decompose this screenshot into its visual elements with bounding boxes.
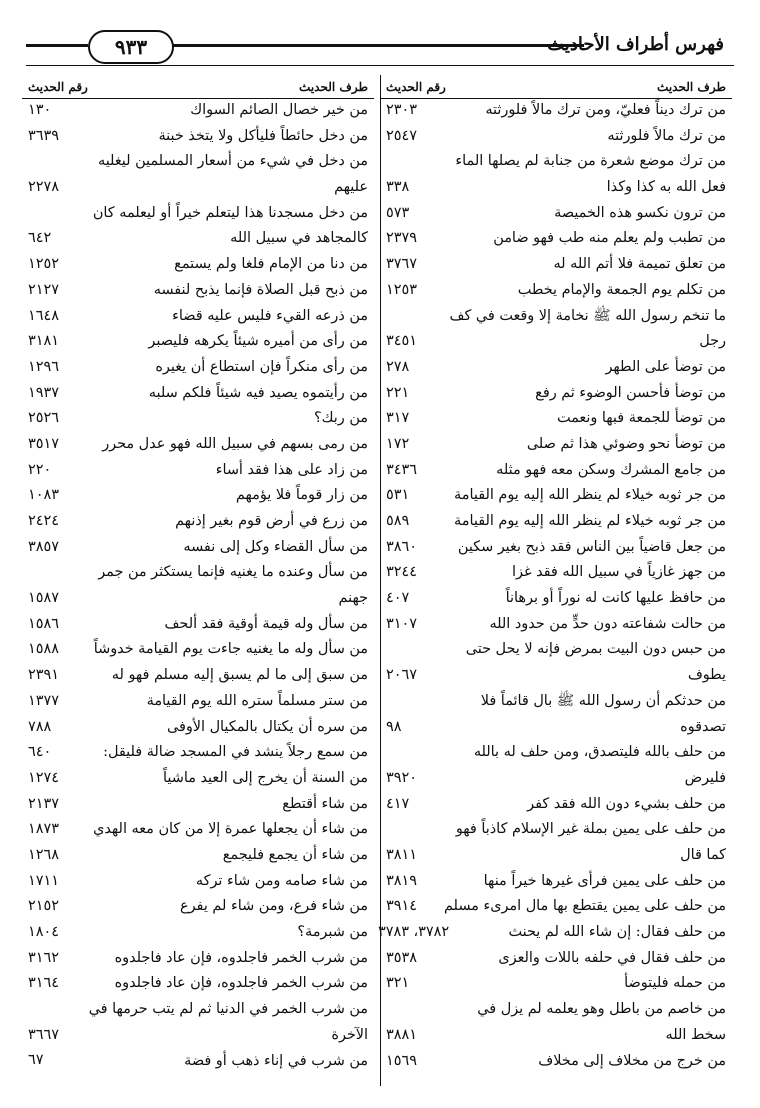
index-entry: [380, 124, 732, 150]
hadith-text: من ترك موضع شعرة من جنابة لم يصلها الماء فعل الله به كذا وكذا: [455, 153, 726, 196]
hadith-text: من ترك مالاً فلورثته: [607, 127, 726, 144]
hadith-number: ٢٥٢٦: [28, 410, 59, 427]
hadith-number: ١٥٨٨: [28, 641, 59, 658]
index-entry: [380, 689, 732, 740]
hadith-text: من شرب الخمر في الدنيا ثم لم يتب حرمها في الآخرة: [88, 1001, 368, 1043]
index-entry: [380, 278, 732, 304]
hadith-text: من تطبب ولم يعلم منه طب فهو ضامن: [493, 230, 726, 247]
index-entry: [380, 149, 732, 200]
hadith-text: من سمع رجلاً ينشد في المسجد ضالة فليقل:: [103, 744, 368, 761]
hadith-number: ٣٨١١: [386, 847, 417, 864]
hadith-number: ٣١٦٤: [28, 975, 59, 992]
index-entry: [380, 509, 732, 535]
hadith-text: من جامع المشرك وسكن معه فهو مثله: [496, 461, 726, 478]
hadith-text: من جر ثوبه خيلاء لم ينظر الله إليه يوم القيامة: [454, 513, 726, 530]
hadith-text: من حمله فليتوضأ: [624, 975, 726, 992]
index-entry: [380, 432, 732, 458]
index-entry: [380, 869, 732, 895]
hadith-text: من شاء صامه ومن شاء تركه: [195, 872, 368, 889]
hadith-text: من حلف فقال في حلفه باللات والعزى: [498, 949, 726, 966]
index-rows: [22, 98, 374, 1074]
index-entry: [380, 201, 732, 227]
hadith-text: من شاء أقتطع: [282, 795, 368, 812]
page-number: ٩٣٣: [88, 30, 174, 64]
hadith-number: ٣١٨١: [28, 333, 59, 350]
index-entry: [380, 920, 732, 946]
hadith-text: من توضأ على الطهر: [605, 358, 726, 375]
hadith-number: ١٢٧٤: [28, 769, 59, 786]
hadith-number: ١٧١١: [28, 872, 59, 889]
hadith-number: ٦٧: [28, 1052, 44, 1069]
hadith-number: ٣٨٦٠: [386, 538, 417, 555]
hadith-text: من شرب الخمر فاجلدوه، فإن عاد فاجلدوه: [114, 949, 368, 966]
index-entry: [22, 689, 374, 715]
index-entry: [22, 766, 374, 792]
hadith-text: ما تنخم رسول الله ﷺ نخامة إلا وقعت في كف رجل: [449, 307, 726, 350]
hadith-number: ٣٩١٤: [386, 898, 417, 915]
index-entry: [380, 98, 732, 124]
hadith-text: من سأل وله ما يغنيه جاءت يوم القيامة خدوشاً: [93, 641, 368, 658]
page-header: [26, 28, 734, 68]
hadith-number: ٢٠٦٧: [386, 667, 417, 684]
index-entry: [380, 612, 732, 638]
index-entry: [380, 971, 732, 997]
hadith-number: ٥٧٣: [386, 204, 410, 221]
hadith-number: ١٩٣٧: [28, 384, 59, 401]
index-entry: [22, 894, 374, 920]
hadith-number: ١٥٨٦: [28, 615, 59, 632]
index-entry: [380, 997, 732, 1048]
index-entry: [22, 98, 374, 124]
hadith-text: من شاء أن يجمع فليجمع: [222, 846, 368, 863]
hadith-text: من سبق إلى ما لم يسبق إليه مسلم فهو له: [111, 667, 368, 684]
hadith-number: ١٨٧٣: [28, 821, 59, 838]
hadith-number: ١٢٥٣: [386, 281, 417, 298]
hadith-text: من شرب الخمر فاجلدوه، فإن عاد فاجلدوه: [114, 975, 368, 992]
hadith-text: من رمى بسهم في سبيل الله فهو عدل محرر: [102, 435, 368, 452]
hadith-text: من حلف فقال: إن شاء الله لم يحنث: [508, 924, 726, 941]
hadith-text: من شاء فرع، ومن شاء لم يفرع: [180, 898, 368, 915]
hadith-text: من رأى منكراً فإن استطاع أن يغيره: [155, 358, 368, 375]
header-rule: [170, 44, 584, 47]
hadith-header: طرف الحديث: [299, 80, 368, 94]
header-underline: [26, 65, 734, 66]
hadith-text: من دخل مسجدنا هذا ليتعلم خيراً أو ليعلمه كان كالمجاهد في سبيل الله: [92, 204, 368, 247]
hadith-number: ٥٣١: [386, 487, 410, 504]
hadith-number: ٦٤٢: [28, 230, 52, 247]
index-entry: [22, 560, 374, 611]
index-entry: [22, 715, 374, 741]
index-entry: [380, 355, 732, 381]
hadith-text: من دخل حائطاً فليأكل ولا يتخذ خبنة: [158, 127, 368, 144]
index-entry: [380, 381, 732, 407]
hadith-number: ٩٨: [386, 718, 402, 735]
hadith-number: ٢٢٠: [28, 461, 52, 478]
index-entry: [22, 355, 374, 381]
hadith-text: من سأل وله قيمة أوقية فقد ألحف: [164, 615, 368, 632]
hadith-text: من حلف بالله فليتصدق، ومن حلف له بالله فليرض: [473, 744, 726, 786]
index-entry: [22, 997, 374, 1048]
hadith-number: ٢٢١: [386, 384, 410, 401]
index-entry: [380, 1049, 732, 1075]
hadith-number: ١٦٤٨: [28, 307, 59, 324]
hadith-text: من دخل في شيء من أسعار المسلمين ليغليه عليهم: [98, 153, 368, 196]
index-entry: [22, 535, 374, 561]
hadith-number: ٣٢٤٤: [386, 564, 417, 581]
index-entry: [22, 278, 374, 304]
index-entry: [22, 1049, 374, 1075]
index-entry: [22, 663, 374, 689]
index-entry: [380, 637, 732, 688]
hadith-number: ١٢٥٢: [28, 256, 59, 273]
index-entry: [22, 637, 374, 663]
hadith-number: ١٥٨٧: [28, 590, 59, 607]
hadith-text: من سأل القضاء وكل إلى نفسه: [183, 538, 368, 555]
index-entry: [22, 304, 374, 330]
hadith-number: ١٢٦٨: [28, 846, 59, 863]
hadith-text: من حدثكم أن رسول الله ﷺ بال قائماً فلا تصدقوه: [480, 692, 726, 735]
hadith-number: ٣٨٥٧: [28, 538, 59, 555]
hadith-number: ١٣٠: [28, 101, 52, 118]
hadith-number: ٣٨١٩: [386, 872, 417, 889]
index-entry: [22, 509, 374, 535]
hadith-text: من خرج من مخلاف إلى مخلاف: [538, 1052, 726, 1069]
index-entry: [22, 792, 374, 818]
hadith-number: ٥٨٩: [386, 513, 410, 530]
index-entry: [22, 946, 374, 972]
index-entry: [22, 149, 374, 200]
hadith-number: ٣٧٨٢، ٣٧٨٣: [378, 924, 450, 941]
hadith-number: ٢٤٢٤: [28, 513, 59, 530]
hadith-number: ٣١٦٢: [28, 949, 59, 966]
hadith-text: من شاء أن يجعلها عمرة إلا من كان معه الهدي: [93, 821, 368, 838]
hadith-number: ١٠٨٣: [28, 487, 59, 504]
index-entry: [380, 560, 732, 586]
hadith-number: ٤٠٧: [386, 590, 410, 607]
hadith-text: من حلف على يمين يقتطع بها مال امرىء مسلم: [443, 898, 726, 915]
hadith-number: ٣٧٦٧: [386, 256, 417, 273]
hadith-text: من ستر مسلماً ستره الله يوم القيامة: [146, 692, 368, 709]
hadith-text: من جر ثوبه خيلاء لم ينظر الله إليه يوم القيامة: [454, 487, 726, 504]
number-header: رقم الحديث: [28, 80, 88, 94]
hadith-text: من السنة أن يخرج إلى العيد ماشياً: [163, 769, 368, 786]
hadith-text: من حلف بشيء دون الله فقد كفر: [527, 795, 726, 812]
index-entry: [380, 946, 732, 972]
hadith-number: ٣٦٦٧: [28, 1026, 59, 1043]
index-entry: [380, 226, 732, 252]
hadith-text: من خير خصال الصائم السواك: [190, 102, 368, 118]
hadith-text: من تعلق تميمة فلا أتم الله له: [553, 256, 726, 273]
hadith-text: من حالت شفاعته دون حدٍّ من حدود الله: [489, 615, 726, 632]
hadith-number: ٢٣٠٣: [386, 101, 417, 118]
hadith-number: ١٥٦٩: [386, 1052, 417, 1069]
hadith-number: ٣٥١٧: [28, 435, 59, 452]
index-entry: [380, 304, 732, 355]
hadith-text: من زار قوماً فلا يؤمهم: [235, 487, 368, 504]
hadith-text: من رأيتموه يصيد فيه شيئاً فلكم سلبه: [148, 384, 368, 401]
hadith-number: ٢٢٧٨: [28, 179, 59, 196]
index-entry: [22, 432, 374, 458]
hadith-text: من حبس دون البيت بمرض فإنه لا يحل حتى يطوف: [465, 641, 726, 684]
hadith-number: ٢٣٩١: [28, 667, 59, 684]
hadith-number: ٣٣٨: [386, 179, 410, 196]
hadith-text: من خاصم من باطل وهو يعلمه لم يزل في سخط الله: [477, 1001, 726, 1043]
hadith-number: ٢٣٧٩: [386, 230, 417, 247]
index-entry: [380, 406, 732, 432]
hadith-text: من ذبح قبل الصلاة فإنما يذبح لنفسه: [153, 281, 368, 298]
index-entry: [22, 612, 374, 638]
index-entry: [380, 252, 732, 278]
hadith-number: ٢٧٨: [386, 358, 410, 375]
hadith-text: من جعل قاضياً بين الناس فقد ذبح بغير سكين: [457, 538, 726, 555]
index-entry: [380, 586, 732, 612]
index-entry: [380, 894, 732, 920]
index-entry: [380, 740, 732, 791]
hadith-number: ٣٦٣٩: [28, 127, 59, 144]
index-entry: [22, 201, 374, 252]
hadith-number: ٧٨٨: [28, 718, 52, 735]
hadith-text: من شبرمة؟: [297, 924, 368, 941]
index-entry: [22, 869, 374, 895]
index-entry: [22, 843, 374, 869]
hadith-text: من توضأ للجمعة فبها ونعمت: [556, 410, 726, 427]
index-entry: [22, 252, 374, 278]
hadith-text: من سره أن يكتال بالمكيال الأوفى: [166, 718, 368, 735]
hadith-number: ٢٥٤٧: [386, 127, 417, 144]
index-entry: [22, 124, 374, 150]
index-column-right: [380, 76, 732, 1074]
hadith-number: ٣٩٢٠: [386, 769, 417, 786]
hadith-text: من رأى من أميره شيئاً يكرهه فليصبر: [148, 333, 368, 350]
hadith-number: ٦٤٠: [28, 744, 52, 761]
hadith-number: ٣٤٥١: [386, 333, 417, 350]
hadith-text: من زاد على هذا فقد أساء: [215, 461, 368, 478]
index-entry: [22, 817, 374, 843]
column-header: [22, 76, 374, 98]
hadith-text: من ذرعه القيء فليس عليه قضاء: [172, 307, 368, 324]
hadith-text: من ربك؟: [314, 410, 368, 427]
hadith-number: ١٧٢: [386, 435, 410, 452]
hadith-number: ١٨٠٤: [28, 924, 59, 941]
hadith-text: من توضأ نحو وضوئي هذا ثم صلى: [526, 435, 726, 452]
index-entry: [380, 458, 732, 484]
hadith-header: طرف الحديث: [657, 80, 726, 94]
index-entry: [380, 535, 732, 561]
hadith-number: ٣٨٨١: [386, 1026, 417, 1043]
hadith-number: ٣١٠٧: [386, 615, 417, 632]
index-column-left: [22, 76, 374, 1074]
hadith-number: ٤١٧: [386, 795, 410, 812]
hadith-text: من زرع في أرض قوم بغير إذنهم: [175, 513, 368, 530]
hadith-text: من دنا من الإمام فلغا ولم يستمع: [174, 256, 368, 273]
hadith-text: من سأل وعنده ما يغنيه فإنما يستكثر من جمر جهنم: [98, 564, 368, 607]
index-entry: [22, 406, 374, 432]
page-title: فهرس أطراف الأحاديث: [547, 34, 724, 55]
hadith-number: ٢١٢٧: [28, 281, 59, 298]
column-header: [380, 76, 732, 98]
hadith-text: من جهز غازياً في سبيل الله فقد غزا: [512, 564, 726, 581]
index-entry: [22, 740, 374, 766]
number-header: رقم الحديث: [386, 80, 446, 94]
index-entry: [380, 817, 732, 868]
index-rows: [380, 98, 732, 1074]
index-entry: [380, 792, 732, 818]
header-rule: [26, 44, 88, 47]
index-entry: [22, 971, 374, 997]
hadith-text: من تكلم يوم الجمعة والإمام يخطب: [517, 281, 726, 298]
hadith-number: ٢١٣٧: [28, 795, 59, 812]
hadith-text: من توضأ فأحسن الوضوء ثم رفع: [535, 384, 726, 401]
hadith-number: ٣٤٣٦: [386, 461, 417, 478]
hadith-number: ٣٥٣٨: [386, 949, 417, 966]
hadith-number: ٣١٧: [386, 410, 410, 427]
hadith-number: ١٢٩٦: [28, 358, 59, 375]
hadith-text: من ترون نكسو هذه الخميصة: [554, 204, 726, 221]
hadith-text: من حلف على يمين فرأى غيرها خيراً منها: [483, 872, 726, 889]
index-entry: [22, 381, 374, 407]
index-entry: [22, 920, 374, 946]
hadith-text: من ترك ديناً فعليّ، ومن ترك مالاً فلورثته: [485, 102, 726, 118]
index-entry: [22, 483, 374, 509]
hadith-text: من حافظ عليها كانت له نوراً أو برهاناً: [505, 590, 726, 607]
hadith-text: من حلف على يمين بملة غير الإسلام كاذباً فهو كما قال: [455, 821, 726, 864]
hadith-number: ٢١٥٢: [28, 898, 59, 915]
hadith-number: ٣٢١: [386, 975, 410, 992]
hadith-number: ١٣٧٧: [28, 692, 59, 709]
index-entry: [22, 458, 374, 484]
index-entry: [22, 329, 374, 355]
hadith-text: من شرب في إناء ذهب أو فضة: [184, 1052, 368, 1069]
index-entry: [380, 483, 732, 509]
